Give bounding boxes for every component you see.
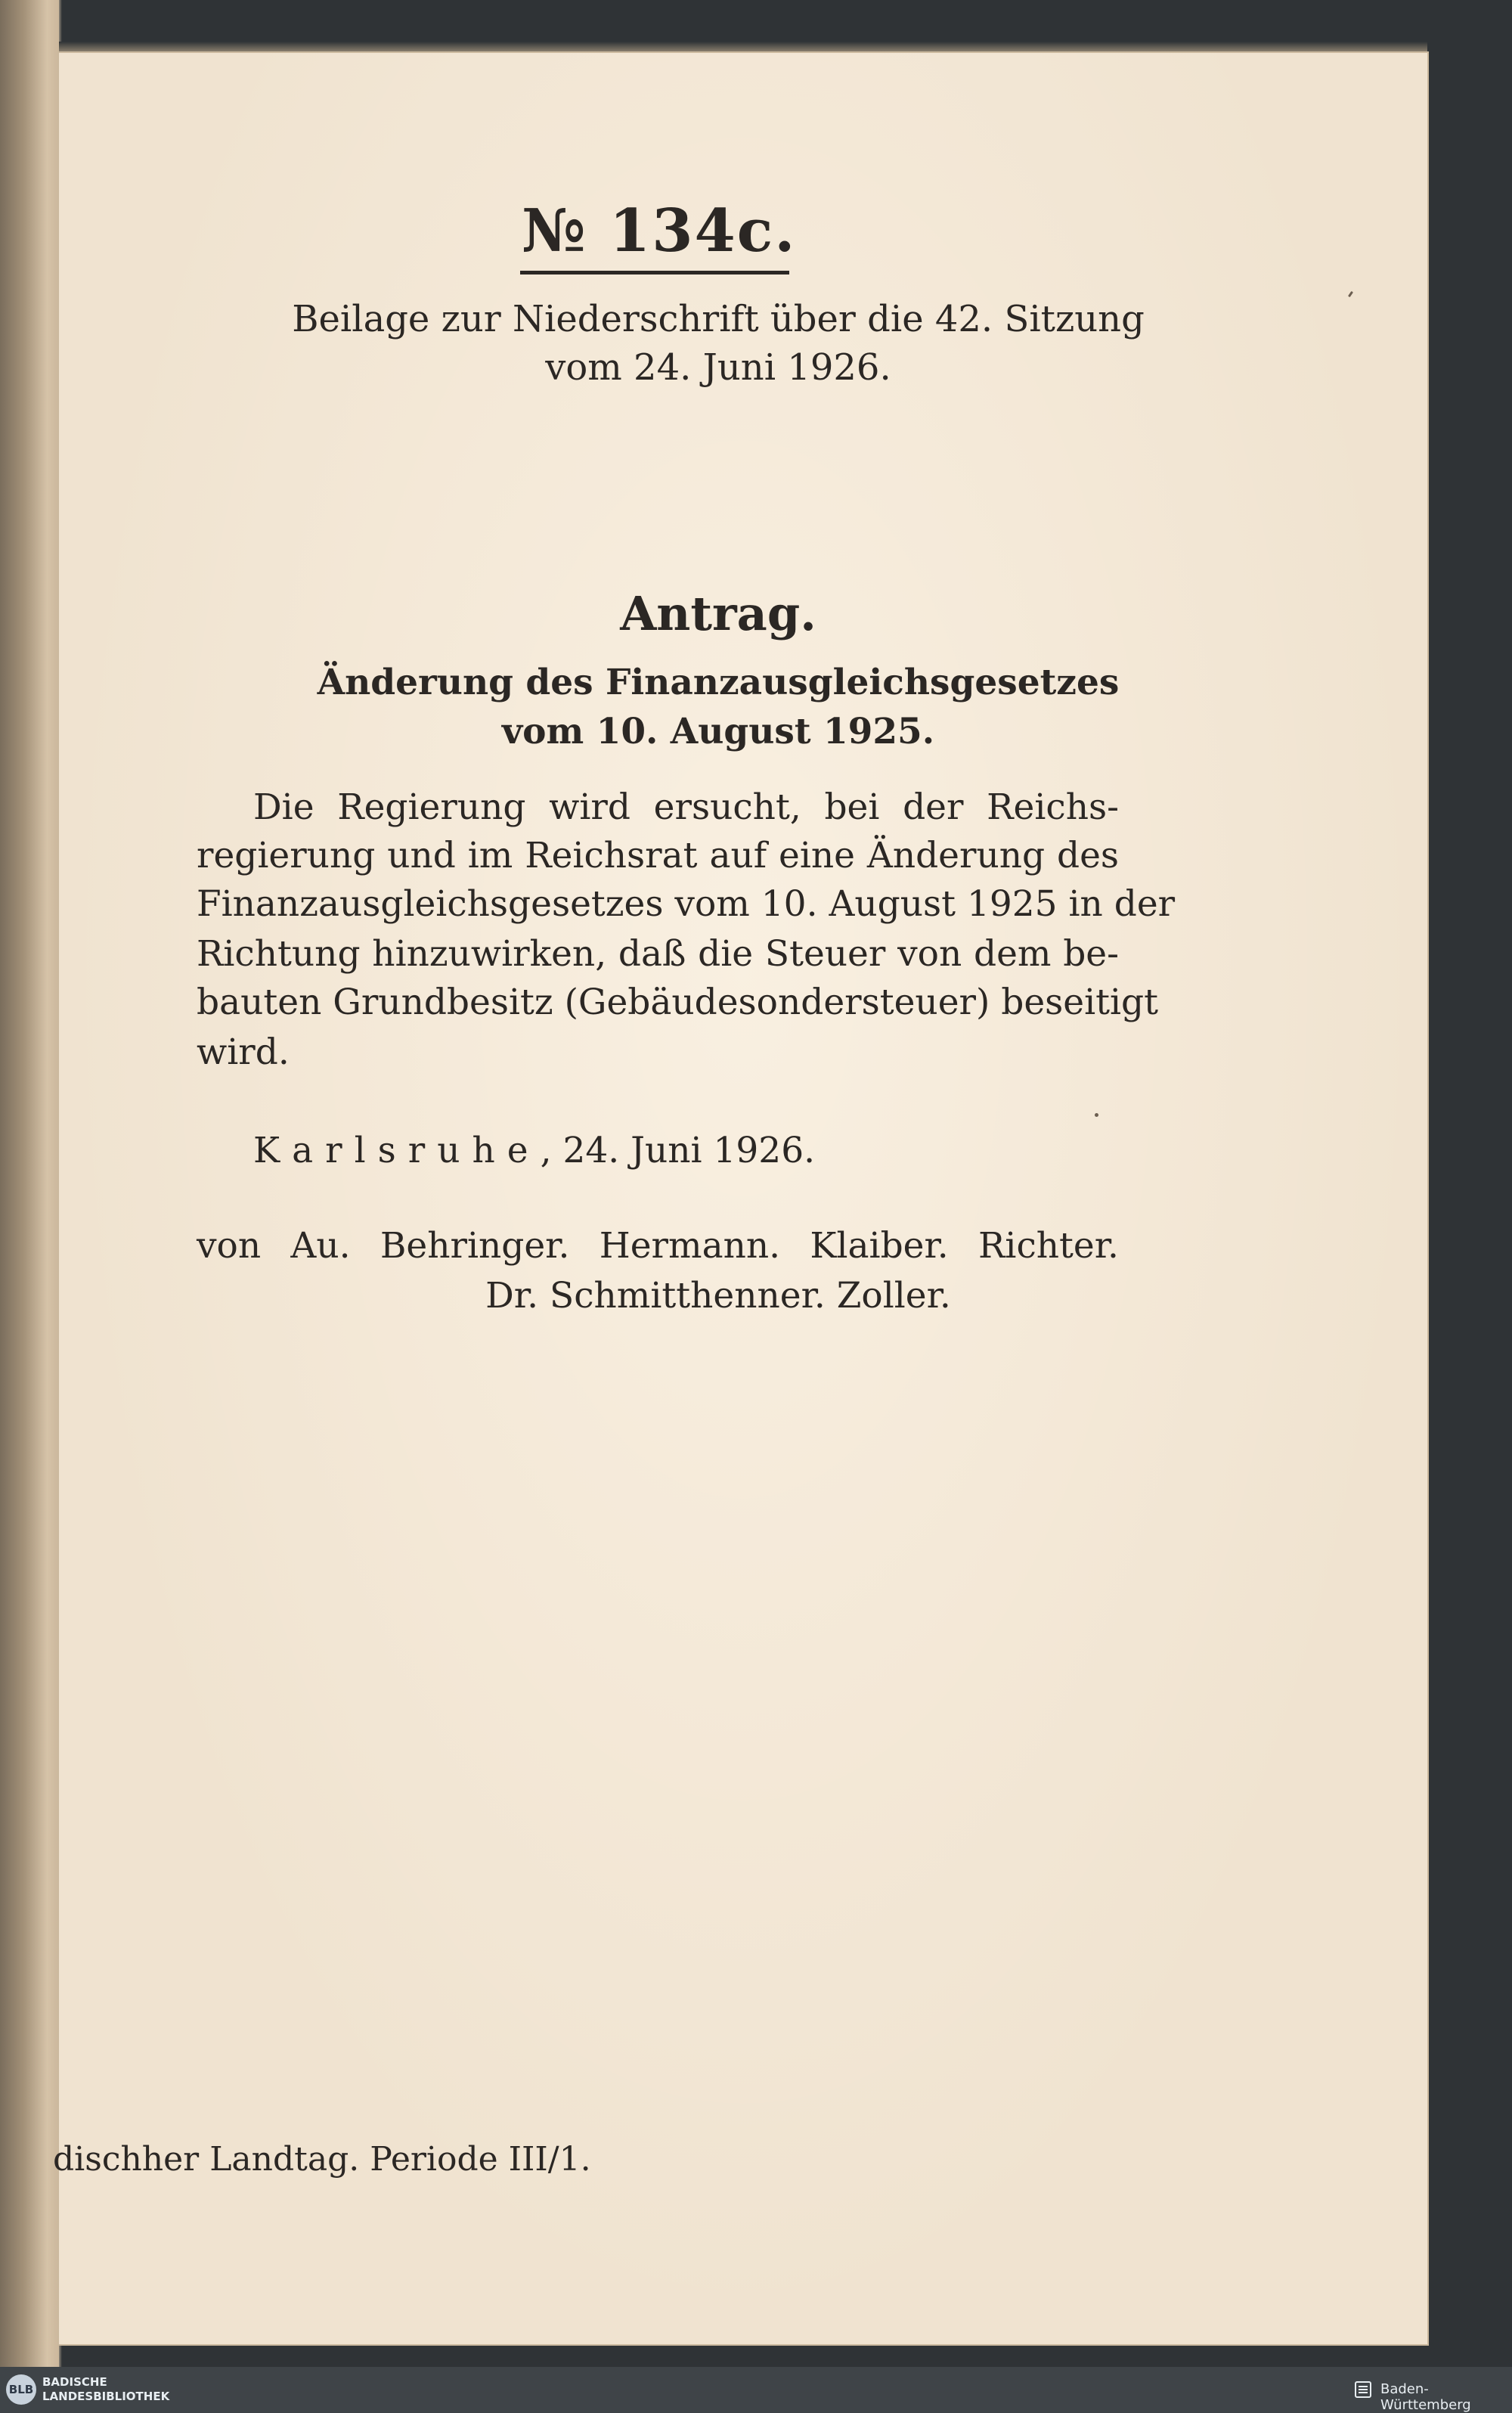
date: , 24. Juni 1926. bbox=[540, 1130, 816, 1171]
heading: Antrag. bbox=[620, 586, 816, 641]
library-name-line-1: BADISCHE bbox=[42, 2375, 107, 2389]
place: Karlsruhe bbox=[253, 1130, 541, 1171]
subtitle-line-2: vom 24. Juni 1926. bbox=[545, 346, 891, 389]
binding-strip bbox=[0, 0, 59, 2367]
body-line: Die Regierung wird ersucht, bei der Reichs- bbox=[253, 786, 1119, 828]
body-line: wird. bbox=[197, 1031, 290, 1073]
place-date bbox=[253, 1130, 815, 1171]
library-name[interactable] bbox=[42, 2375, 169, 2404]
document-page bbox=[59, 53, 1427, 2344]
body-line: Richtung hinzuwirken, daß die Steuer von dem be- bbox=[197, 933, 1119, 975]
body-line: bauten Grundbesitz (Gebäudesondersteuer) beseitigt bbox=[197, 982, 1159, 1023]
blb-logo[interactable]: BLB bbox=[6, 2374, 36, 2405]
body-line: regierung und im Reichsrat auf eine Änderung des bbox=[197, 835, 1119, 876]
subheading-line-1: Änderung des Finanzausgleichsgesetzes bbox=[317, 662, 1120, 703]
state-name[interactable]: Baden-Württemberg bbox=[1380, 2381, 1471, 2413]
footer-line: dischher Landtag. Periode III/1. bbox=[53, 2140, 591, 2179]
library-name-line-2: LANDESBIBLIOTHEK bbox=[42, 2390, 170, 2403]
signers-line-2: Dr. Schmitthenner. Zoller. bbox=[485, 1275, 951, 1317]
state-crest-icon bbox=[1353, 2380, 1373, 2399]
number-underline bbox=[520, 271, 789, 274]
page-top-edge bbox=[59, 42, 1427, 54]
viewer-bottom-bar bbox=[0, 2367, 1512, 2412]
paper-speck bbox=[1095, 1113, 1098, 1117]
subtitle-line-1: Beilage zur Niederschrift über die 42. Sitzung bbox=[292, 298, 1145, 340]
document-number: № 134c. bbox=[522, 197, 797, 265]
body-line: Finanzausgleichsgesetzes vom 10. August 1925 in der bbox=[197, 883, 1176, 925]
signers-line-1: von Au. Behringer. Hermann. Klaiber. Richter. bbox=[197, 1225, 1119, 1267]
subheading-line-2: vom 10. August 1925. bbox=[501, 711, 935, 752]
